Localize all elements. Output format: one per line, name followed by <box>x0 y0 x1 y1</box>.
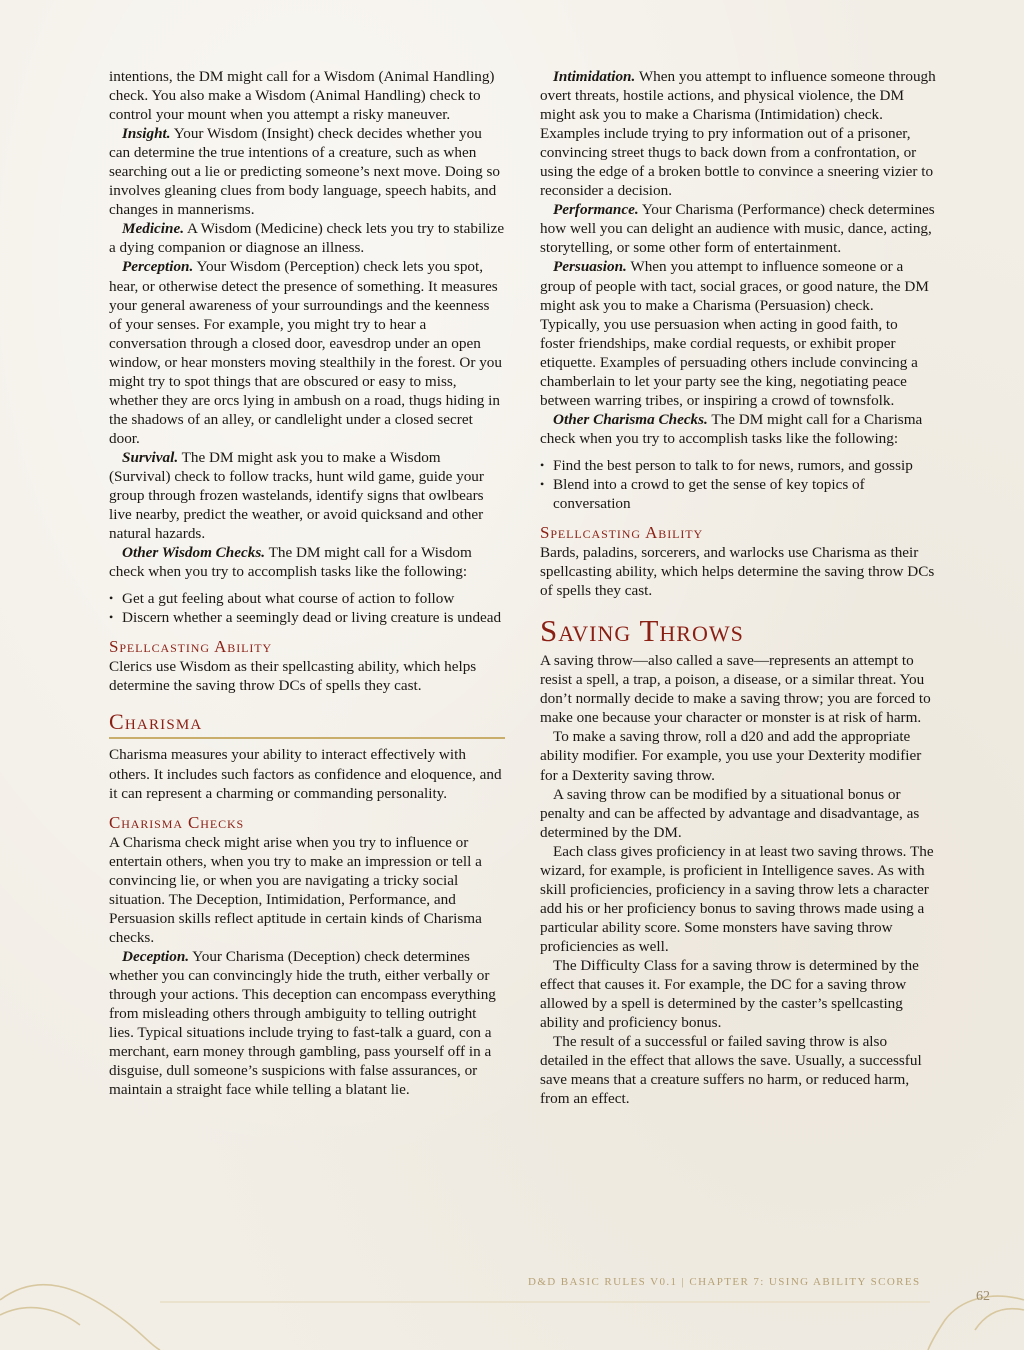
paragraph: A Charisma check might arise when you try to influence or entertain others, when you try to make an impression or tell a convincing lie, or when you are navigating a tricky social situation. The Deception, Intimidation, Performance, and Persuasion skills reflect aptitude in certain kinds of Charisma checks. <box>109 833 482 946</box>
intimidation-text: When you attempt to influence someone through overt threats, hostile actions, and physical violence, the DM might ask you to make a Charisma (Intimidation) check. Examples include trying to pry information out of a prisoner, convincing street thugs to back down from a confrontation, or using the edge of a broken bottle to convince a sneering vizier to reconsider a decision. <box>540 68 936 200</box>
page-number: 62 <box>976 1289 990 1304</box>
medicine-lead: Medicine. <box>122 220 185 238</box>
paragraph: Charisma measures your ability to interact effectively with others. It includes such factors as confidence and eloquence, and it can represent a charming or commanding personality. <box>109 746 502 802</box>
paragraph: The result of a successful or failed saving throw is also detailed in the effect that allows the save. Usually, a successful save means that a creature suffers no harm, or reduced harm, from an effect. <box>540 1033 922 1108</box>
page-footer: D&D BASIC RULES V0.1 | CHAPTER 7: USING ABILITY SCORES <box>528 1276 921 1288</box>
other-wisdom-text: The DM might call for a Wisdom check when you try to accomplish tasks like the following: <box>109 544 472 581</box>
list-item: • Find the best person to talk to for news, rumors, and gossip <box>540 456 936 475</box>
survival-text: The DM might ask you to make a Wisdom (Survival) check to follow tracks, hunt wild game, guide your group through frozen wastelands, identify signs that owlbears live nearby, predict the weather, or avoid quicksand and other natural hazards. <box>109 448 484 543</box>
wisdom-bullet-list <box>109 589 505 627</box>
performance-lead: Performance. <box>553 201 639 219</box>
insight-text: Your Wisdom (Insight) check decides whether you can determine the true intentions of a creature, such as when searching out a lie or predicting someone’s next move. Doing so involves gleaning clues from body language, speech habits, and changes in mannerisms. <box>109 125 500 219</box>
left-column <box>109 67 505 1099</box>
perception-text: Your Wisdom (Perception) check lets you spot, hear, or otherwise detect the presence of something. It measures your general awareness of your surroundings and the keenness of your senses. For example, you might try to hear a conversation through a closed door, eavesdrop under an open window, or hear monsters moving stealthily in the forest. Or you might try to spot things that are obscured or easy to miss, whether they are orcs lying in ambush on a road, thugs hiding in the shadows of an alley, or candlelight under a closed secret door. <box>109 258 502 447</box>
other-wisdom-paragraph <box>109 543 505 581</box>
persuasion-lead: Persuasion. <box>553 258 627 276</box>
saving-throws-heading: Saving Throws <box>540 613 744 649</box>
paragraph: A saving throw—also called a save—represents an attempt to resist a spell, a trap, a poison, a disease, or a similar threat. You don’t normally decide to make a saving throw; you are forced to make one because your character or monster is at risk of harm. <box>540 652 931 727</box>
performance-text: Your Charisma (Performance) check determines how well you can delight an audience with music, dance, acting, storytelling, or some other form of entertainment. <box>540 201 935 257</box>
paragraph: A saving throw can be modified by a situational bonus or penalty and can be affected by advantage and disadvantage, as determined by the DM. <box>540 785 920 841</box>
deception-text: Your Charisma (Deception) check determines whether you can convincingly hide the truth, either verbally or through your actions. This deception can encompass everything from misleading others through ambiguity to telling outright lies. Typical situations include trying to fast-talk a guard, con a merchant, earn money through gambling, pass yourself off in a disguise, dull someone’s suspicions with false assurances, or maintain a straight face while telling a blatant lie. <box>109 947 496 1099</box>
right-column <box>540 67 936 1108</box>
list-item: • Discern whether a seemingly dead or living creature is undead <box>109 608 505 627</box>
insight-lead: Insight. <box>122 125 171 143</box>
other-charisma-paragraph <box>540 410 936 448</box>
medicine-text: A Wisdom (Medicine) check lets you try to stabilize a dying companion or diagnose an illness. <box>109 220 505 257</box>
charisma-bullet-list <box>540 456 936 513</box>
other-charisma-text: The DM might call for a Charisma check when you try to accomplish tasks like the following: <box>540 410 923 447</box>
performance-paragraph <box>540 200 936 257</box>
persuasion-paragraph <box>540 257 936 409</box>
paragraph: intentions, the DM might call for a Wisdom (Animal Handling) check. You also make a Wisdom (Animal Handling) check to control your mount when you attempt a risky maneuver. <box>109 68 495 124</box>
medicine-paragraph <box>109 219 505 257</box>
list-item: • Blend into a crowd to get the sense of key topics of conversation <box>540 475 936 513</box>
insight-paragraph <box>109 124 505 219</box>
paragraph: Each class gives proficiency in at least two saving throws. The wizard, for example, is proficient in Intelligence saves. As with skill proficiencies, proficiency in a saving throw lets a character add his or her proficiency bonus to saving throws made using a particular ability score. Some monsters have saving throw proficiencies as well. <box>540 842 934 955</box>
charisma-heading: Charisma <box>109 709 505 739</box>
paragraph: To make a saving throw, roll a d20 and add the appropriate ability modifier. For example, you use your Dexterity modifier for a Dexterity saving throw. <box>540 728 922 784</box>
survival-paragraph <box>109 448 505 543</box>
other-charisma-lead: Other Charisma Checks. <box>553 410 708 428</box>
perception-lead: Perception. <box>122 258 194 276</box>
paragraph: Clerics use Wisdom as their spellcasting ability, which helps determine the saving throw DCs of spells they cast. <box>109 658 477 695</box>
deception-paragraph <box>109 947 505 1099</box>
section-heading: Spellcasting Ability <box>540 523 704 543</box>
survival-lead: Survival. <box>122 448 179 466</box>
section-heading: Spellcasting Ability <box>109 637 273 657</box>
persuasion-text: When you attempt to influence someone or a group of people with tact, social graces, or good nature, the DM might ask you to make a Charisma (Persuasion) check. Typically, you use persuasion when acting in good faith, to foster friendships, make cordial requests, or exhibit proper etiquette. Examples of persuading others include convincing a chamberlain to let your party see the king, negotiating peace between warring tribes, or inspiring a crowd of townsfolk. <box>540 258 929 409</box>
intimidation-paragraph <box>540 67 936 200</box>
other-wisdom-lead: Other Wisdom Checks. <box>122 544 266 562</box>
perception-paragraph <box>109 257 505 447</box>
section-heading: Charisma Checks <box>109 812 245 832</box>
deception-lead: Deception. <box>122 947 190 965</box>
paragraph: The Difficulty Class for a saving throw is determined by the effect that causes it. For example, the DC for a saving throw allowed by a spell is determined by the caster’s spellcasting ability and proficiency bonus. <box>540 956 919 1032</box>
intimidation-lead: Intimidation. <box>553 68 636 85</box>
paragraph: Bards, paladins, sorcerers, and warlocks use Charisma as their spellcasting ability, which helps determine the saving throw DCs of spells they cast. <box>540 544 935 600</box>
list-item: • Get a gut feeling about what course of action to follow <box>109 589 505 608</box>
